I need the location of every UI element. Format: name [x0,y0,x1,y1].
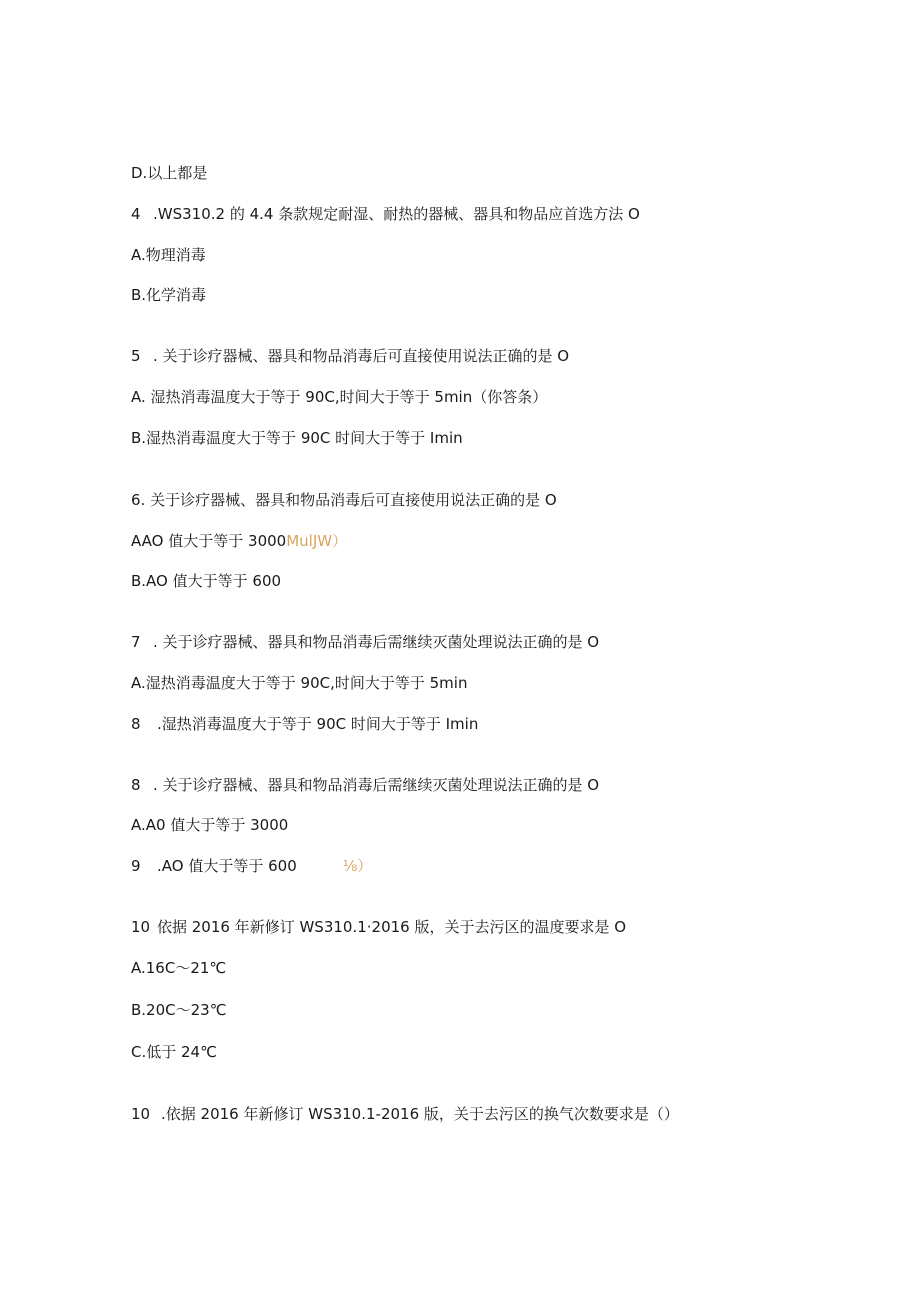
question-6: 6. 关于诊疗器械、器具和物品消毒后可直接使用说法正确的是 O [131,491,557,509]
option-b-line: B.化学消毒 [131,286,207,304]
option-text: .AO 值大于等于 600 [157,857,297,875]
question-number: 8 [131,715,141,733]
question-number: 9 [131,857,141,875]
option-b-line: B.20C～23℃ [131,1001,227,1019]
answer-mark: ⅛） [342,857,373,875]
option-b-line: B.湿热消毒温度大于等于 90C 时间大于等于 Imin [131,429,463,447]
question-10-second [131,1104,679,1124]
question-4 [131,204,640,224]
question-10 [131,917,626,937]
option-a-line: A.湿热消毒温度大于等于 90C,时间大于等于 5min [131,674,468,692]
option-text: .湿热消毒温度大于等于 90C 时间大于等于 Imin [157,715,479,733]
option-a-line: A.物理消毒 [131,246,206,264]
option-a-line: A.16C～21℃ [131,959,227,977]
option-text: AAO 值大于等于 3000 [131,532,287,550]
option-d-line: D.以上都是 [131,164,208,182]
option-8-line [131,714,478,734]
question-7 [131,632,599,652]
option-c-line: C.低于 24℃ [131,1043,217,1061]
question-number: 5 [131,347,141,365]
question-8 [131,775,599,795]
question-text: . 关于诊疗器械、器具和物品消毒后需继续灭菌处理说法正确的是 O [153,633,600,651]
option-b-line: B.AO 值大于等于 600 [131,572,282,590]
question-text: .依据 2016 年新修订 WS310.1-2016 版，关于去污区的换气次数要求是（） [161,1105,679,1123]
question-number: 10 [131,1105,151,1123]
question-5 [131,346,569,366]
question-number: 7 [131,633,141,651]
option-a-line: A. 湿热消毒温度大于等于 90C,时间大于等于 5min（你答条） [131,388,548,406]
question-number: 8 [131,776,141,794]
option-a-line [131,531,347,551]
question-text: 依据 2016 年新修订 WS310.1·2016 版，关于去污区的温度要求是 O [157,918,627,936]
option-9-line [131,856,372,876]
question-text: . 关于诊疗器械、器具和物品消毒后可直接使用说法正确的是 O [153,347,570,365]
question-number: 10 [131,918,151,936]
question-number: 4 [131,205,141,223]
option-a-line: A.A0 值大于等于 3000 [131,816,289,834]
question-text: .WS310.2 的 4.4 条款规定耐湿、耐热的器械、器具和物品应首选方法 O [153,205,640,223]
answer-mark: MulJW） [286,532,348,550]
question-text: . 关于诊疗器械、器具和物品消毒后需继续灭菌处理说法正确的是 O [153,776,600,794]
